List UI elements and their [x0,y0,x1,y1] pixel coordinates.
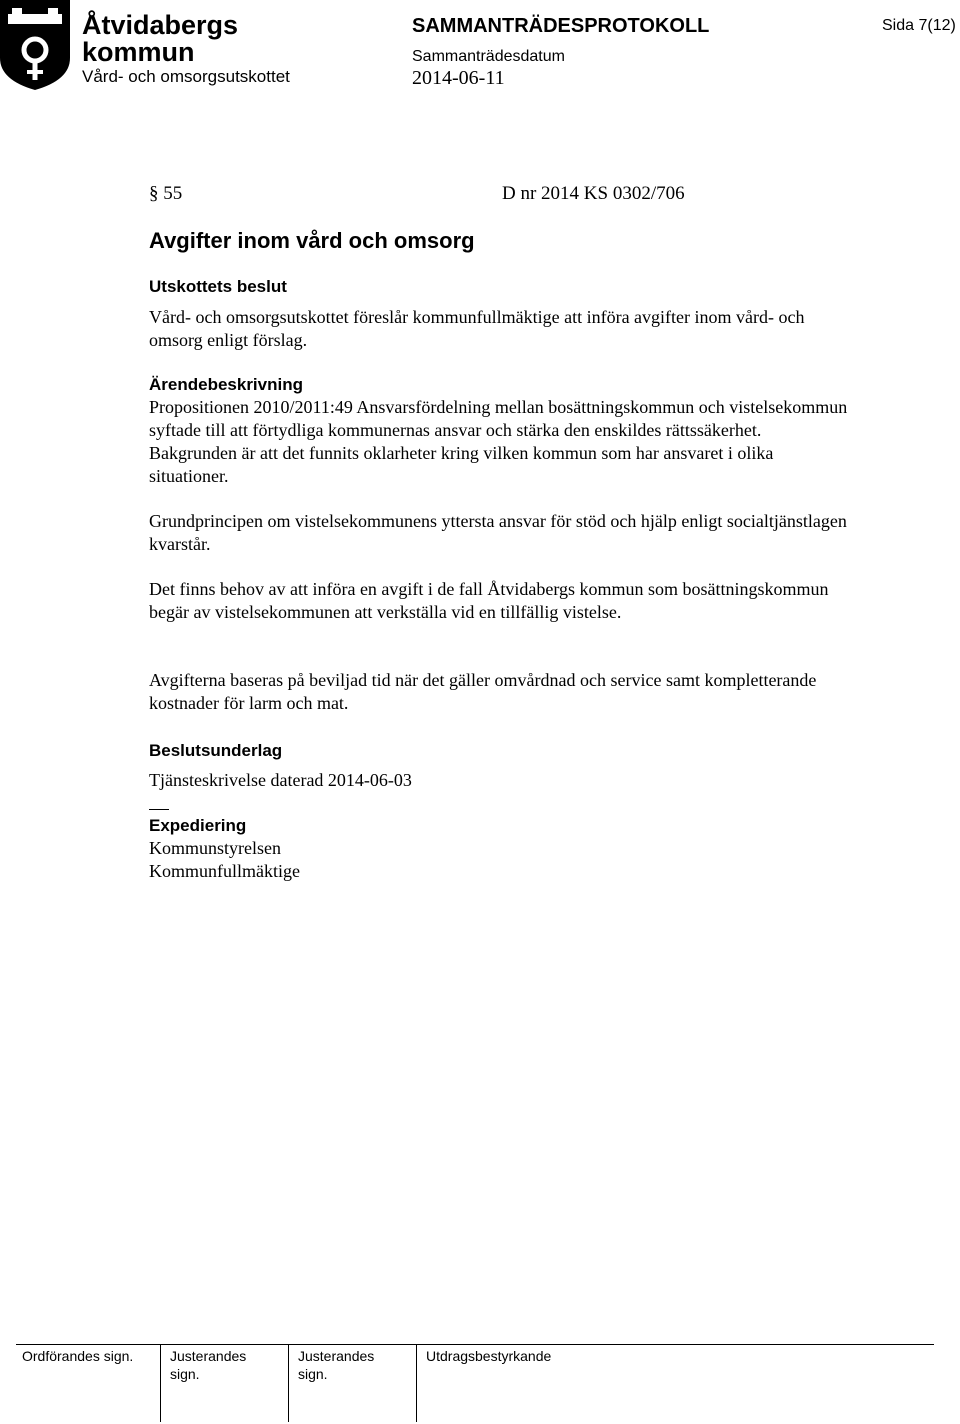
basis-heading: Beslutsunderlag [149,741,283,760]
adjuster-1-line1: Justerandes [170,1348,247,1364]
chair-signature-label: Ordförandes sign. [22,1348,134,1364]
adjuster-1-line2: sign. [170,1366,200,1382]
description-text-4 [149,669,849,715]
dispatch-recipients [149,837,849,883]
item-title: Avgifter inom vård och omsorg [149,228,475,253]
description-paragraph-4: Avgifterna baseras på beviljad tid när det gäller omvårdnad och service samt kompletterande kostnader för larm och mat. [149,670,817,713]
basis-paragraph: Tjänsteskrivelse daterad 2014-06-03 [149,770,412,790]
diary-number: D nr 2014 KS 0302/706 [502,183,685,204]
description-text-3 [149,578,849,624]
department-name: Vård- och omsorgsutskottet [82,67,290,86]
document-title: SAMMANTRÄDESPROTOKOLL [412,15,710,37]
description-paragraph-3: Det finns behov av att införa en avgift i de fall Åtvidabergs kommun som bosättningskommun begär av vistelsekommunen att verkställa vid en tillfällig vistelse. [149,579,829,622]
description-paragraph-2: Grundprincipen om vistelsekommunens yttersta ansvar för stöd och hjälp enligt socialtjänstlagen kvarstår. [149,511,847,554]
decision-paragraph: Vård- och omsorgsutskottet föreslår kommunfullmäktige att införa avgifter inom vård- och omsorg enligt förslag. [149,307,805,350]
description-text-2 [149,510,849,556]
dispatch-heading: Expediering [149,816,247,835]
basis-text [149,769,849,792]
municipality-coat-of-arms-icon [0,0,70,90]
decision-text [149,306,849,352]
description-text [149,396,849,488]
footer-divider-1 [160,1344,161,1422]
org-name-line1: Åtvidabergs [82,10,239,40]
meeting-date-value: 2014-06-11 [412,67,505,89]
footer-divider-3 [416,1344,417,1422]
page-number: Sida 7(12) [882,17,956,34]
extract-certification-label: Utdragsbestyrkande [426,1348,552,1364]
meeting-date-label: Sammanträdesdatum [412,48,565,65]
section-number: § 55 [149,183,183,204]
recipient-2: Kommunfullmäktige [149,861,300,881]
adjuster-signature-label-1 [170,1347,246,1383]
adjuster-signature-label-2 [298,1347,374,1383]
recipient-1: Kommunstyrelsen [149,838,281,858]
footer-rule [16,1344,934,1345]
description-paragraph-1: Propositionen 2010/2011:49 Ansvarsfördelning mellan bosättningskommun och vistelsekommun syftade till att förtydliga kommunernas ansvar och stärka den enskildes rättssäkerhet. Bakgrunden är att det funnits oklarheter kring vilken kommun som har ansvaret i olika situationer. [149,397,848,486]
adjuster-2-line2: sign. [298,1366,328,1382]
description-heading: Ärendebeskrivning [149,375,303,394]
footer-divider-2 [288,1344,289,1422]
decision-heading: Utskottets beslut [149,277,287,296]
adjuster-2-line1: Justerandes [298,1348,375,1364]
separator-mark [149,809,169,810]
org-name-line2: kommun [82,37,195,67]
